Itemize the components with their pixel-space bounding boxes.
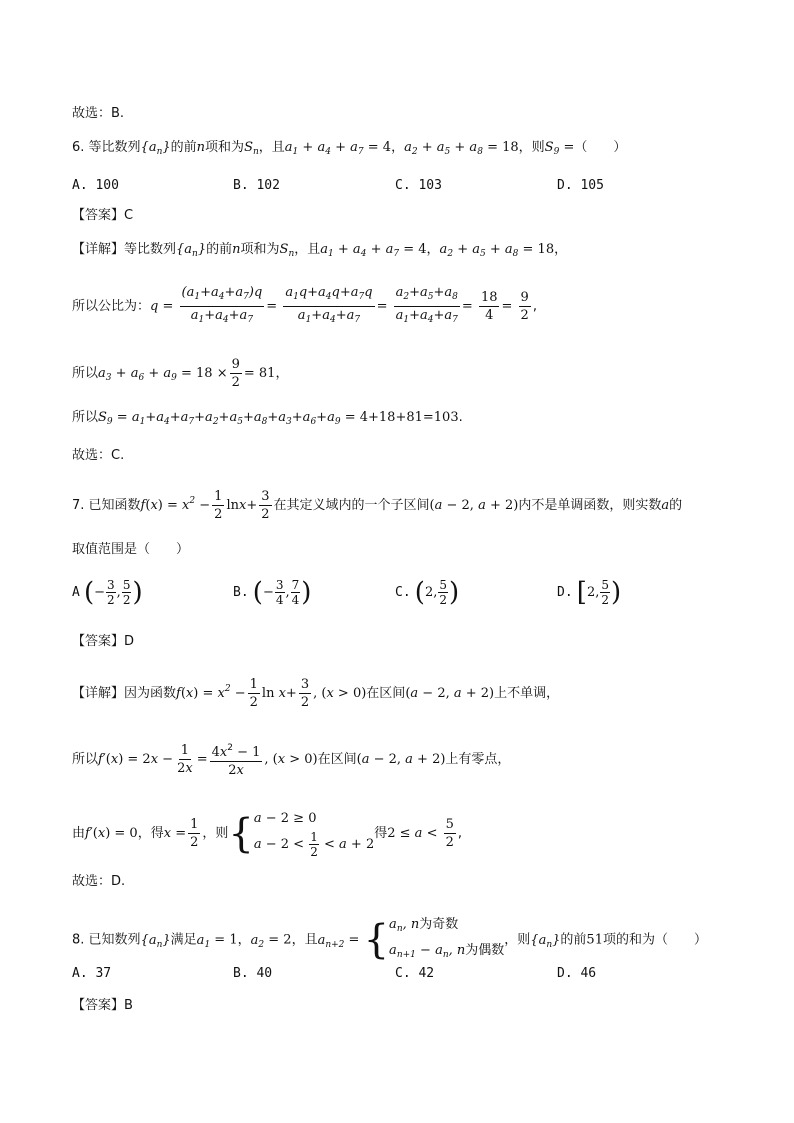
q7-option-a: A (− $\frac{3}{2}$ , $\frac{5}{2}$ ) xyxy=(72,577,143,608)
detail-6-sum: 所以$a_3 + a_6 + a_9 = 18$ × $\frac{9}{2}$ = 81， xyxy=(72,357,289,390)
q6-option-a: A. 100 xyxy=(72,178,119,193)
q8-option-c: C. 42 xyxy=(395,966,435,981)
answer-7: 【答案】D xyxy=(72,634,135,649)
conclusion-line-7: 故选：D. xyxy=(72,874,126,889)
question-7: 7. 已知函数$f(x) = x^2$ − $\frac{1}{2}$ lnx+ $\frac{3}{2}$ 在其定义域内的一个子区间(a − 2, a + 2)内不是单调函数，则实数a的 xyxy=(72,489,683,522)
answer-6: 【答案】C xyxy=(72,208,134,223)
q8-option-d: D. 46 xyxy=(557,966,597,981)
q8-option-a: A. 37 xyxy=(72,966,112,981)
detail-7-line3: 由f′(x) = 0，得x = $\frac{1}{2}$ ，则 { a − 2 ≥ 0 a − 2 < $\frac{1}{2}$ < a + 2 得2 ≤ a < $\frac{5}{2}$ , xyxy=(72,810,463,859)
detail-7-line1: 【详解】因为函数$f(x) = x^2$ − $\frac{1}{2}$ ln x+ $\frac{3}{2}$ , (x > 0)在区间(a − 2, a + 2)上不单调， xyxy=(72,677,560,710)
detail-6-ratio: 所以公比为：q = $\frac{(a_1+a_4+a_7)q}{a_1+a_4+a_7}$ = $\frac{a_1q+a_4q+a_7q}{a_1+a_4+a_7}$ = $\frac{a_2+a_5+a_8}{a_1+a_4+a_7}$ = $\frac{18}{4}$ = $\frac{9}{2}$ , xyxy=(72,285,537,325)
q8-option-b: B. 40 xyxy=(233,966,273,981)
question-6: 6. 等比数列$\{a_n\}$的前n项和为$S_n$，且$a_1 + a_4 + a_7 = 4$，$a_2 + a_5 + a_8 = 18$，则$S_9$ =（ ） xyxy=(72,140,627,157)
detail-6-line1: 【详解】等比数列$\{a_n\}$的前n项和为$S_n$，且$a_1 + a_4 + a_7 = 4$，$a_2 + a_5 + a_8 = 18$， xyxy=(72,242,568,259)
question-7-line2: 取值范围是（ ） xyxy=(72,542,190,557)
q6-option-d: D. 105 xyxy=(557,178,604,193)
q6-option-c: C. 103 xyxy=(395,178,442,193)
q6-text: 6. 等比数列 xyxy=(72,140,141,155)
q7-option-d: D. [2, $\frac{5}{2}$ ) xyxy=(557,577,622,608)
answer-8: 【答案】B xyxy=(72,998,133,1013)
q7-option-c: C. (2, $\frac{5}{2}$ ) xyxy=(395,577,460,608)
q7-option-b: B. (− $\frac{3}{4}$ , $\frac{7}{4}$ ) xyxy=(233,577,312,608)
conclusion-line-5: 故选：B. xyxy=(72,106,125,121)
q6-option-b: B. 102 xyxy=(233,178,280,193)
conclusion-line-6: 故选：C. xyxy=(72,448,125,463)
question-8: 8. 已知数列$\{a_n\}$满足$a_1 = 1$，$a_2 = 2$，且$a_{n+2}$ = { $a_n$, n为奇数 $a_{n+1} - a_n$, n为偶数 ，则$\{a_n\}$的前51项的和为（ ） xyxy=(72,917,707,963)
detail-7-line2: 所以f′(x) = 2x − $\frac{1}{2x}$ = $\frac{4x^2 - 1}{2x}$ , (x > 0)在区间(a − 2, a + 2)上有零点， xyxy=(72,740,510,779)
detail-6-final: 所以$S_9 = a_1+a_4+a_7+a_2+a_5+a_8+a_3+a_6+a_9 = 4+18+81=103$. xyxy=(72,410,463,427)
